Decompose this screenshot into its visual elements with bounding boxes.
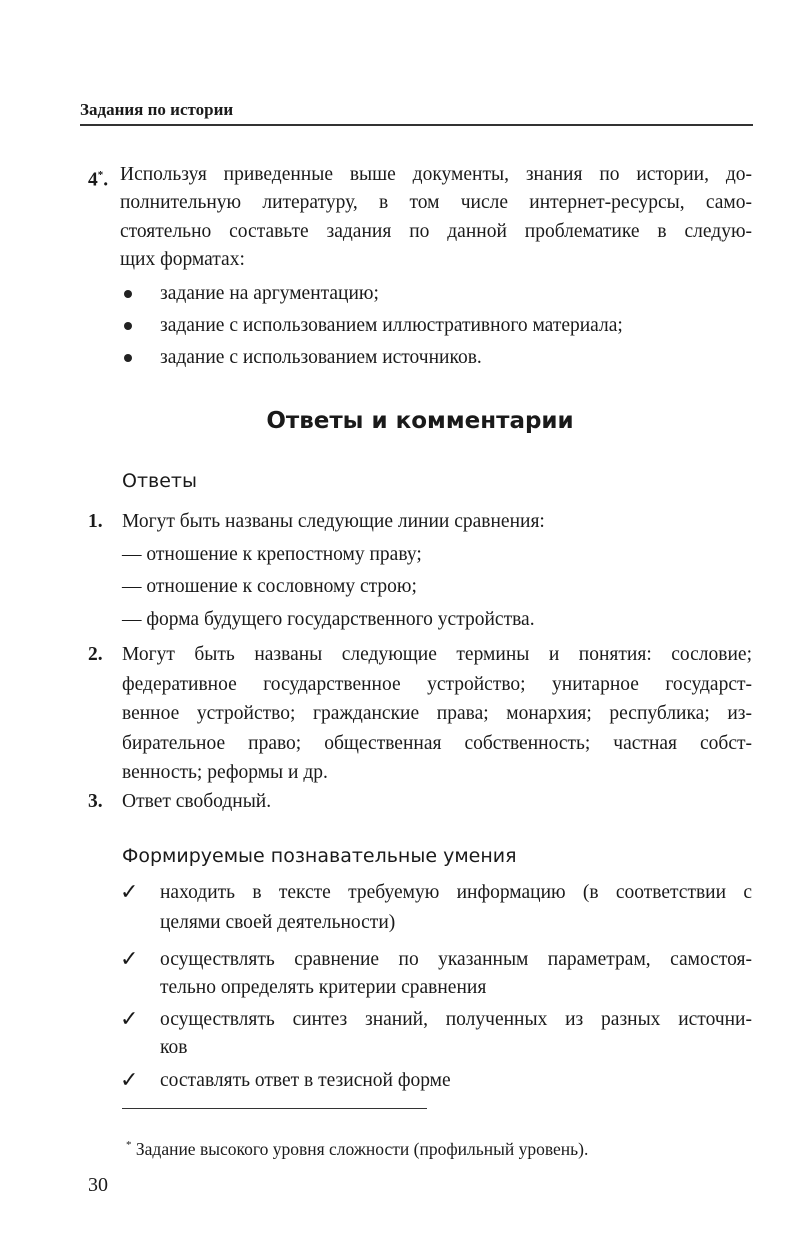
bullet-item: задание на аргументацию; xyxy=(160,283,379,304)
answer-dash-item: — отношение к крепостному праву; xyxy=(122,544,422,565)
answer-number: 1. xyxy=(88,511,103,532)
checkmark-icon: ✓ xyxy=(120,947,139,972)
skills-title: Формируемые познавательные умения xyxy=(122,845,517,867)
bullet-icon xyxy=(124,290,132,298)
skill-line: тельно определять критерии сравнения xyxy=(160,977,487,998)
header-rule xyxy=(80,124,753,126)
skill-line: осуществлять сравнение по указанным параметрам, самостоя- xyxy=(160,949,752,970)
task-line: Используя приведенные выше документы, знания по истории, до- xyxy=(120,164,752,185)
answer-line: Ответ свободный. xyxy=(122,791,272,812)
answer-line: Могут быть названы следующие термины и понятия: сословие; xyxy=(122,644,752,665)
answer-dash-item: — отношение к сословному строю; xyxy=(122,576,417,597)
answer-line: федеративное государственное устройство; унитарное государст- xyxy=(122,674,752,695)
answer-line: венное устройство; гражданские права; монархия; республика; из- xyxy=(122,703,752,724)
bullet-icon xyxy=(124,354,132,362)
page-number: 30 xyxy=(88,1174,108,1196)
answer-line: Могут быть названы следующие линии сравнения: xyxy=(122,511,545,532)
skill-line: находить в тексте требуемую информацию (в соответствии с xyxy=(160,882,752,903)
answers-title: Ответы xyxy=(122,470,197,492)
bullet-item: задание с использованием иллюстративного материала; xyxy=(160,315,623,336)
skill-line: целями своей деятельности) xyxy=(160,912,396,933)
task-line: щих форматах: xyxy=(120,249,245,270)
answer-line: венность; реформы и др. xyxy=(122,762,328,783)
answer-dash-item: — форма будущего государственного устройства. xyxy=(122,609,535,630)
bullet-item: задание с использованием источников. xyxy=(160,347,482,368)
footnote-rule xyxy=(122,1108,427,1109)
section-title: Ответы и комментарии xyxy=(266,408,574,434)
task-number: 4*. xyxy=(88,169,109,191)
checkmark-icon: ✓ xyxy=(120,1068,139,1093)
task-line: стоятельно составьте задания по данной проблематике в следую- xyxy=(120,221,752,242)
answer-number: 2. xyxy=(88,644,103,665)
checkmark-icon: ✓ xyxy=(120,880,139,905)
answer-line: бирательное право; общественная собственность; частная собст- xyxy=(122,733,752,754)
skill-line: ков xyxy=(160,1037,188,1058)
footnote: * Задание высокого уровня сложности (профильный уровень). xyxy=(126,1138,589,1159)
bullet-icon xyxy=(124,322,132,330)
skill-line: составлять ответ в тезисной форме xyxy=(160,1070,451,1091)
skill-line: осуществлять синтез знаний, полученных из разных источни- xyxy=(160,1009,752,1030)
task-line: полнительную литературу, в том числе интернет-ресурсы, само- xyxy=(120,192,752,213)
running-header: Задания по истории xyxy=(80,100,234,119)
answer-number: 3. xyxy=(88,791,103,812)
checkmark-icon: ✓ xyxy=(120,1007,139,1032)
